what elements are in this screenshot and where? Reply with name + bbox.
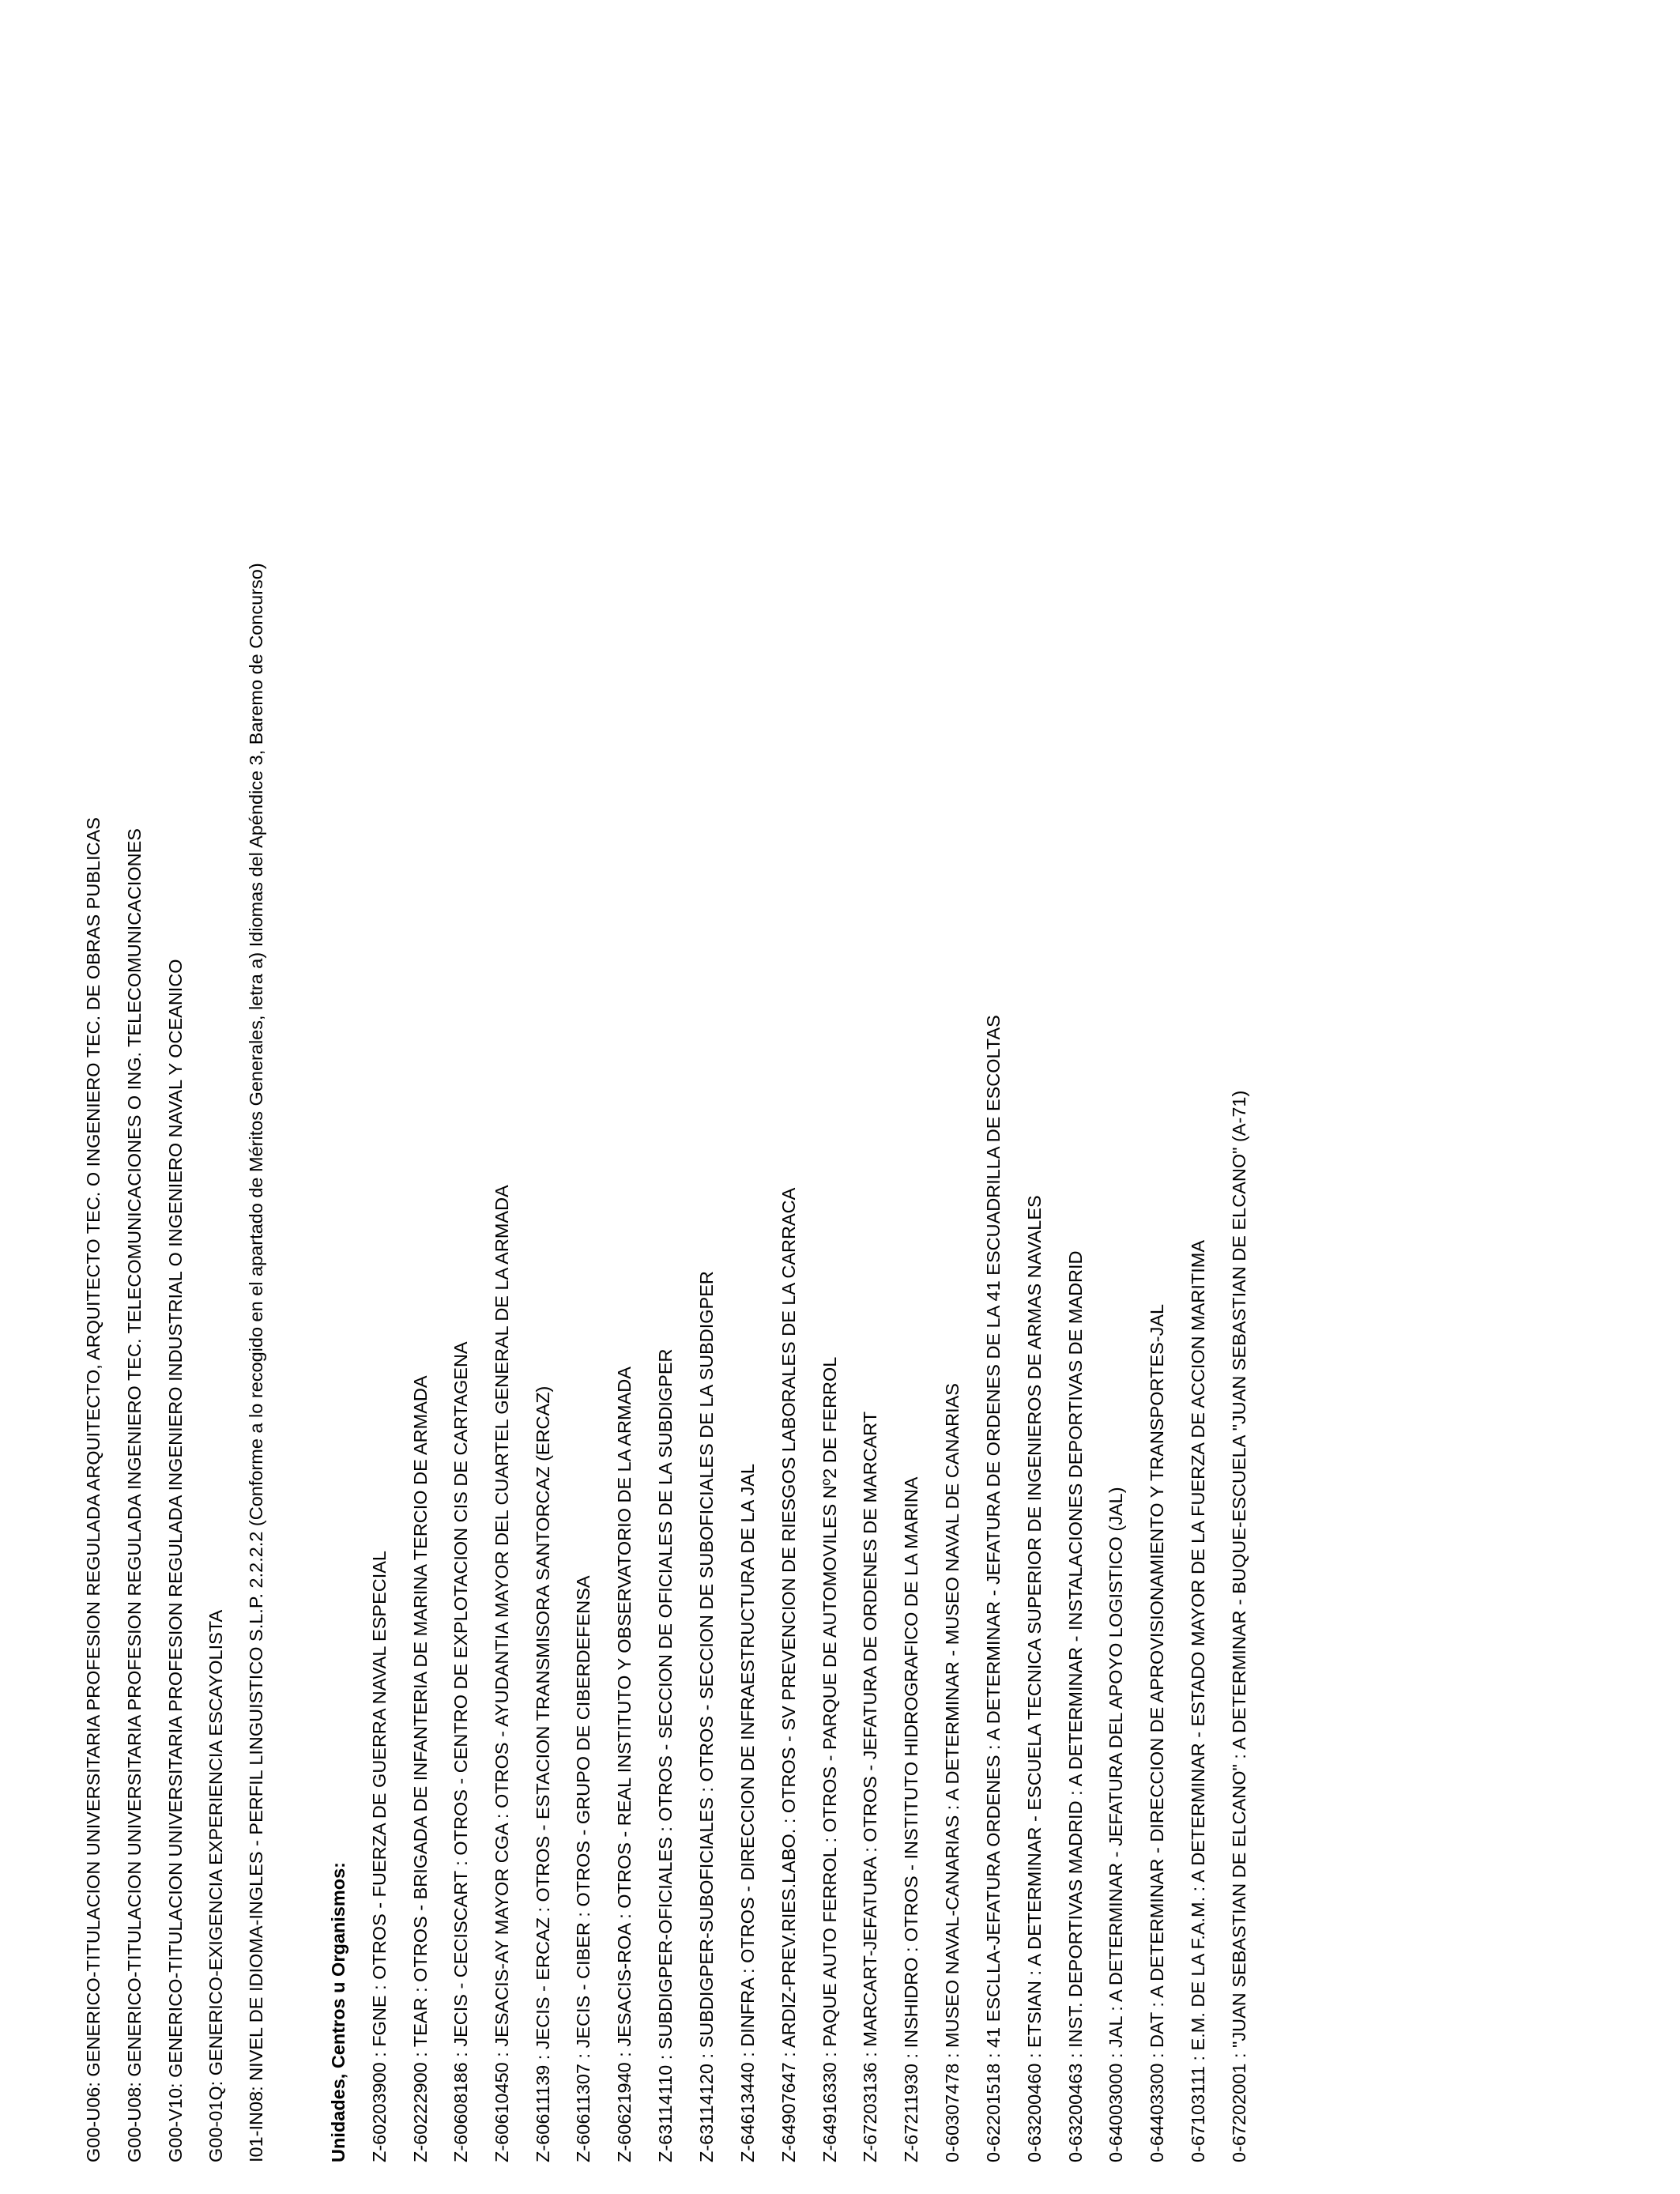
unit-line: Z-60610450 : JESACIS-AY MAYOR CGA : OTROS - AYUDANTIA MAYOR DEL CUARTEL GENERAL DE LA ARMADA xyxy=(492,1185,512,2162)
unit-line: Z-60608186 : JECIS - CECISCART : OTROS - CENTRO DE EXPLOTACION CIS DE CARTAGENA xyxy=(450,1341,471,2162)
requirement-line: G00-V10: GENERICO-TITULACION UNIVERSITARIA PROFESION REGULADA INGENIERO INDUSTRIAL O INGENIERO NAVAL Y OCEANICO xyxy=(165,959,186,2162)
unit-line: 0-67202001 : "JUAN SEBASTIAN DE ELCANO" : A DETERMINAR - BUQUE-ESCUELA "JUAN SEBASTIAN DE ELCANO" (A-71) xyxy=(1229,1090,1249,2162)
unit-line: Z-63114120 : SUBDIGPER-SUBOFICIALES : OTROS - SECCION DE SUBOFICIALES DE LA SUBDIGPER xyxy=(696,1271,717,2162)
unit-line: 0-64403300 : DAT : A DETERMINAR - DIRECCION DE APROVISIONAMIENTO Y TRANSPORTES-JAL xyxy=(1147,1303,1167,2162)
unit-line: Z-64916330 : PAQUE AUTO FERROL : OTROS - PARQUE DE AUTOMOVILES Nº2 DE FERROL xyxy=(819,1356,840,2162)
requirement-line: G00-U06: GENERICO-TITULACION UNIVERSITARIA PROFESION REGULADA ARQUITECTO, ARQUITECTO TEC. O INGENIERO TEC. DE OBRAS PUBLICAS xyxy=(83,817,104,2162)
unit-line: Z-60222900 : TEAR : OTROS - BRIGADA DE INFANTERIA DE MARINA TERCIO DE ARMADA xyxy=(410,1375,431,2162)
unit-line: Z-63114110 : SUBDIGPER-OFICIALES : OTROS - SECCION DE OFICIALES DE LA SUBDIGPER xyxy=(655,1348,676,2162)
unit-line: 0-62201518 : 41 ESCLLA-JEFATURA ORDENES : A DETERMINAR - JEFATURA DE ORDENES DE LA 41 ESCUADRILLA DE ESCOLTAS xyxy=(983,1015,1004,2162)
unit-line: Z-60621940 : JESACIS-ROA : OTROS - REAL INSTITUTO Y OBSERVATORIO DE LA ARMADA xyxy=(614,1367,635,2162)
units-heading: Unidades, Centros u Organismos: xyxy=(328,1862,348,2162)
unit-line: Z-60611139 : JECIS - ERCAZ : OTROS - ESTACION TRANSMISORA SANTORCAZ (ERCAZ) xyxy=(533,1385,553,2162)
unit-line: Z-64613440 : DINFRA : OTROS - DIRECCION DE INFRAESTRUCTURA DE LA JAL xyxy=(737,1463,758,2162)
unit-line: 0-60307478 : MUSEO NAVAL-CANARIAS : A DETERMINAR - MUSEO NAVAL DE CANARIAS xyxy=(942,1383,962,2162)
requirement-line: G00-01Q: GENERICO-EXIGENCIA EXPERIENCIA ESCAYOLISTA xyxy=(205,1609,226,2162)
unit-line: 0-63200460 : ETSIAN : A DETERMINAR - ESCUELA TECNICA SUPERIOR DE INGENIEROS DE ARMAS NAVALES xyxy=(1024,1195,1045,2162)
unit-line: Z-64907647 : ARDIZ-PREV.RIES.LABO. : OTROS - SV PREVENCION DE RIESGOS LABORALES DE LA CARRACA xyxy=(778,1187,799,2162)
unit-line: Z-60203900 : FGNE : OTROS - FUERZA DE GUERRA NAVAL ESPECIAL xyxy=(369,1551,390,2162)
unit-line: Z-60611307 : JECIS - CIBER : OTROS - GRUPO DE CIBERDEFENSA xyxy=(573,1575,593,2162)
unit-line: 0-63200463 : INST. DEPORTIVAS MADRID : A DETERMINAR - INSTALACIONES DEPORTIVAS DE MADRID xyxy=(1065,1250,1086,2162)
unit-line: Z-67211930 : INSHIDRO : OTROS - INSTITUTO HIDROGRAFICO DE LA MARINA xyxy=(901,1476,921,2162)
unit-line: 0-64003000 : JAL : A DETERMINAR - JEFATURA DEL APOYO LOGISTICO (JAL) xyxy=(1106,1487,1126,2162)
unit-line: Z-67203136 : MARCART-JEFATURA : OTROS - JEFATURA DE ORDENES DE MARCART xyxy=(860,1411,880,2162)
unit-line: 0-67103111 : E.M. DE LA F.A.M. : A DETERMINAR - ESTADO MAYOR DE LA FUERZA DE ACCION MARITIMA xyxy=(1188,1239,1208,2162)
requirement-line: I01-IN08: NIVEL DE IDIOMA-INGLES - PERFIL LINGUISTICO S.L.P. 2.2.2.2 (Conforme a lo recogido en el apartado de Méritos Generales, letra a) Idiomas del Apéndice 3, Baremo de Concurso) xyxy=(246,563,266,2162)
requirement-line: G00-U08: GENERICO-TITULACION UNIVERSITARIA PROFESION REGULADA INGENIERO TEC. TELECOMUNICACIONES O ING. TELECOMUNICACIONES xyxy=(124,828,145,2162)
